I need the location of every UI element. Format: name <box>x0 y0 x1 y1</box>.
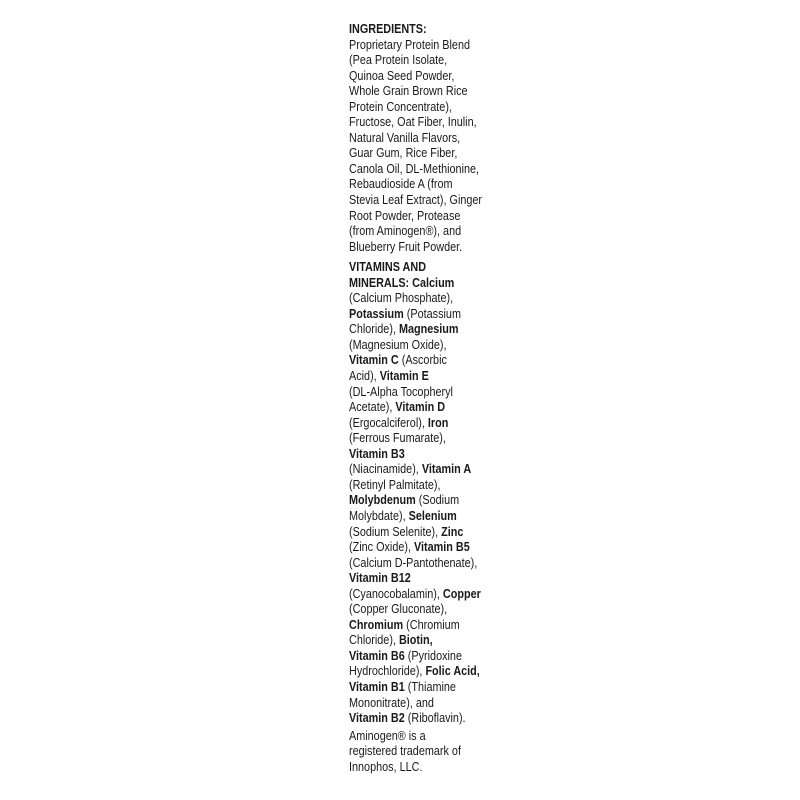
vitamins-line <box>349 633 469 649</box>
trademark-line: Innophos, LLC. <box>349 759 423 774</box>
vitamins-line <box>349 664 480 680</box>
vitamins-heading-line-2: MINERALS: Calcium <box>349 275 455 290</box>
vitamins-line <box>349 696 469 712</box>
nutrient-source: (Magnesium Oxide), <box>349 337 447 352</box>
vitamins-line <box>349 307 469 323</box>
nutrient-source: Molybdate), <box>349 508 409 523</box>
nutrient-name: Iron <box>427 415 449 430</box>
nutrient-source: (Riboflavin). <box>404 711 466 726</box>
nutrient-name: Vitamin B3 <box>349 446 405 461</box>
nutrient-source: Acid), <box>349 369 380 384</box>
vitamins-line <box>349 369 469 385</box>
ingredients-heading: INGREDIENTS: <box>349 22 427 36</box>
nutrient-name: Molybdenum <box>349 493 416 508</box>
nutrient-source: (Calcium Phosphate), <box>349 291 454 306</box>
vitamins-line <box>349 493 469 509</box>
ingredients-label <box>349 22 483 775</box>
nutrient-source: (Chromium <box>403 617 460 632</box>
vitamins-list <box>349 291 481 726</box>
nutrient-name: Magnesium <box>398 322 459 337</box>
ingredients-line: Root Powder, Protease <box>349 208 461 223</box>
nutrient-name: Biotin, <box>398 633 433 648</box>
ingredients-section <box>349 22 483 255</box>
ingredients-line: Guar Gum, Rice Fiber, <box>349 146 458 161</box>
ingredients-line: Rebaudioside A (from <box>349 177 453 192</box>
nutrient-source: (Sodium <box>415 493 460 508</box>
nutrient-source: (Niacinamide), <box>349 462 422 477</box>
nutrient-source: (Copper Gluconate), <box>349 602 448 617</box>
vitamins-line <box>349 571 469 587</box>
nutrient-source: (Retinyl Palmitate), <box>349 477 441 492</box>
ingredients-line: Quinoa Seed Powder, <box>349 68 455 83</box>
vitamins-line <box>349 602 469 618</box>
nutrient-name: Vitamin A <box>421 462 472 477</box>
nutrient-name: Potassium <box>349 306 404 321</box>
nutrient-name: Vitamin B12 <box>349 571 411 586</box>
nutrient-source: (Potassium <box>403 306 461 321</box>
nutrient-name: Vitamin B2 <box>349 711 405 726</box>
nutrient-name: Calcium <box>409 275 455 290</box>
nutrient-source: (Zinc Oxide), <box>349 540 414 555</box>
trademark-note <box>349 729 469 776</box>
nutrient-source: Acetate), <box>349 400 396 415</box>
nutrient-name: Selenium <box>408 508 457 523</box>
vitamins-heading-line-1: VITAMINS AND <box>349 260 427 275</box>
vitamins-line <box>349 322 469 338</box>
ingredients-line: Canola Oil, DL-Methionine, <box>349 161 480 176</box>
nutrient-source: (Ferrous Fumarate), <box>349 431 446 446</box>
vitamins-line <box>349 586 481 603</box>
nutrient-name: Copper <box>442 586 481 601</box>
ingredients-line: Proprietary Protein Blend <box>349 37 471 52</box>
nutrient-name: Vitamin B1 <box>349 679 405 694</box>
nutrient-name: Vitamin C <box>349 353 399 368</box>
nutrient-source: (Ascorbic <box>398 353 447 368</box>
vitamins-line <box>349 509 469 525</box>
nutrient-source: Hydrochloride), <box>349 664 426 679</box>
nutrient-source: (Calcium D-Pantothenate), <box>349 555 478 570</box>
vitamins-line <box>349 462 472 478</box>
nutrient-name: Chromium <box>349 617 404 632</box>
vitamins-line <box>349 711 469 727</box>
vitamins-line <box>349 649 469 665</box>
vitamins-line <box>349 431 469 447</box>
ingredients-list <box>349 37 483 256</box>
vitamins-line <box>349 540 469 556</box>
vitamins-line <box>349 555 478 572</box>
nutrient-source: Chloride), <box>349 322 399 337</box>
nutrient-source: (Cyanocobalamin), <box>349 586 443 601</box>
trademark-line: Aminogen® is a <box>349 728 426 743</box>
vitamins-line <box>349 618 469 634</box>
vitamins-line <box>349 291 469 307</box>
vitamins-line <box>349 385 469 401</box>
nutrient-source: Mononitrate), and <box>349 695 434 710</box>
vitamins-line <box>349 525 469 541</box>
ingredients-line: (Pea Protein Isolate, <box>349 53 448 68</box>
nutrient-source: (Sodium Selenite), <box>349 524 442 539</box>
vitamins-line <box>349 447 469 463</box>
ingredients-line: Whole Grain Brown Rice <box>349 84 468 99</box>
nutrient-name: Vitamin D <box>395 400 446 415</box>
ingredients-line: Stevia Leaf Extract), Ginger <box>349 193 483 208</box>
vitamins-line <box>349 338 469 354</box>
nutrient-source: (Pyridoxine <box>404 648 462 663</box>
nutrient-name: Vitamin B6 <box>349 648 405 663</box>
nutrient-name: Zinc <box>441 524 464 539</box>
trademark-section <box>349 729 469 776</box>
nutrient-source: (Thiamine <box>404 679 456 694</box>
ingredients-line: Protein Concentrate), <box>349 99 452 114</box>
nutrient-source: (DL-Alpha Tocopheryl <box>349 384 453 399</box>
ingredients-line: (from Aminogen®), and <box>349 224 462 239</box>
vitamins-line <box>349 478 469 494</box>
vitamins-minerals-section <box>349 260 481 726</box>
nutrient-name: Vitamin E <box>379 369 429 384</box>
nutrient-name: Vitamin B5 <box>413 540 470 555</box>
nutrient-source: Chloride), <box>349 633 399 648</box>
vitamins-line <box>349 400 469 416</box>
nutrient-name: Folic Acid, <box>425 664 480 679</box>
vitamins-line <box>349 680 469 696</box>
vitamins-line <box>349 416 469 432</box>
ingredients-line: Blueberry Fruit Powder. <box>349 239 463 254</box>
ingredients-line: Natural Vanilla Flavors, <box>349 130 461 145</box>
ingredients-line: Fructose, Oat Fiber, Inulin, <box>349 115 477 130</box>
vitamins-line <box>349 353 469 369</box>
nutrient-source: (Ergocalciferol), <box>349 415 428 430</box>
trademark-line: registered trademark of <box>349 744 461 759</box>
